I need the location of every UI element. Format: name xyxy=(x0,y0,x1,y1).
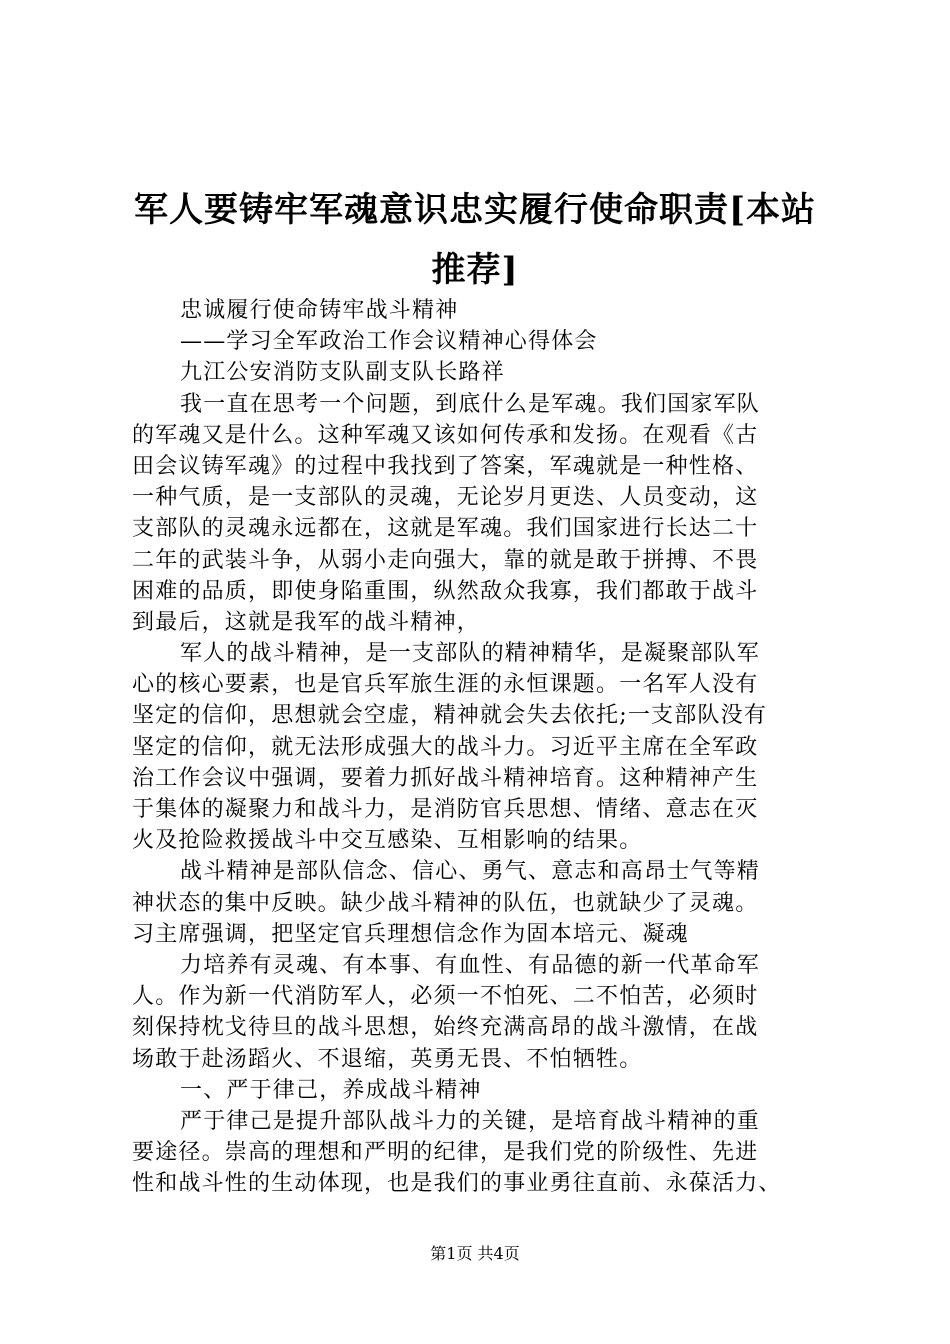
paragraph-line: 性和战斗性的生动体现，也是我们的事业勇往直前、永葆活力、 xyxy=(132,1171,782,1197)
paragraph-line: 火及抢险救援战斗中交互感染、互相影响的结果。 xyxy=(132,828,643,854)
paragraph-line: 力培养有灵魂、有本事、有血性、有品德的新一代革命军 xyxy=(180,952,761,978)
document-title xyxy=(110,180,840,300)
subtitle-line: 忠诚履行使命铸牢战斗精神 xyxy=(180,298,459,323)
title-line-2: 推荐] xyxy=(431,250,519,290)
paragraph-line: 田会议铸军魂》的过程中我找到了答案，军魂就是一种性格、 xyxy=(132,453,759,479)
paragraph-line: 心的核心要素，也是官兵军旅生涯的永恒课题。一名军人没有 xyxy=(132,672,759,698)
paragraph-line: 治工作会议中强调，要着力抓好战斗精神培育。这种精神产生 xyxy=(132,765,759,791)
paragraph-line: 坚定的信仰，就无法形成强大的战斗力。习近平主席在全军政 xyxy=(132,734,759,760)
paragraph-line: 严于律己是提升部队战斗力的关键，是培育战斗精神的重 xyxy=(180,1108,761,1134)
paragraph-line: 要途径。崇高的理想和严明的纪律，是我们党的阶级性、先进 xyxy=(132,1140,759,1166)
subtitle-line: ——学习全军政治工作会议精神心得体会 xyxy=(180,329,598,355)
paragraph-line: 战斗精神是部队信念、信心、勇气、意志和高昂士气等精 xyxy=(180,859,761,885)
paragraph-line: 场敢于赴汤蹈火、不退缩，英勇无畏、不怕牺牲。 xyxy=(132,1046,643,1072)
author-line: 九江公安消防支队副支队长路祥 xyxy=(180,360,505,386)
paragraph-line: 坚定的信仰，思想就会空虚，精神就会失去依托;一支部队没有 xyxy=(132,703,768,729)
paragraph-line: 于集体的凝聚力和战斗力，是消防官兵思想、情绪、意志在灭 xyxy=(132,797,759,822)
paragraph-line: 神状态的集中反映。缺少战斗精神的队伍，也就缺少了灵魂。 xyxy=(132,890,759,916)
paragraph-line: 一种气质，是一支部队的灵魂，无论岁月更迭、人员变动，这 xyxy=(132,485,759,511)
section-heading: 一、严于律己，养成战斗精神 xyxy=(180,1077,482,1103)
title-line-1: 军人要铸牢军魂意识忠实履行使命职责[本站 xyxy=(133,190,817,230)
paragraph-line: 支部队的灵魂永远都在，这就是军魂。我们国家进行长达二十 xyxy=(132,516,759,542)
paragraph-line: 军人的战斗精神，是一支部队的精神精华，是凝聚部队军 xyxy=(180,641,761,667)
paragraph-line: 到最后，这就是我军的战斗精神， xyxy=(132,609,481,635)
page-number-footer: 第1页 共4页 xyxy=(430,1244,520,1263)
paragraph-line: 习主席强调，把坚定官兵理想信念作为固本培元、凝魂 xyxy=(132,921,689,947)
document-body xyxy=(132,295,832,1199)
paragraph-line: 的军魂又是什么。这种军魂又该如何传承和发扬。在观看《古 xyxy=(132,422,759,448)
paragraph-line: 二年的武装斗争，从弱小走向强大，靠的就是敢于拼搏、不畏 xyxy=(132,547,759,573)
paragraph-line: 困难的品质，即使身陷重围，纵然敌众我寡，我们都敢于战斗 xyxy=(132,578,759,604)
paragraph-line: 人。作为新一代消防军人，必须一不怕死、二不怕苦，必须时 xyxy=(132,984,759,1010)
paragraph-line: 刻保持枕戈待旦的战斗思想，始终充满高昂的战斗激情，在战 xyxy=(132,1015,759,1041)
paragraph-line: 我一直在思考一个问题，到底什么是军魂。我们国家军队 xyxy=(180,391,761,417)
